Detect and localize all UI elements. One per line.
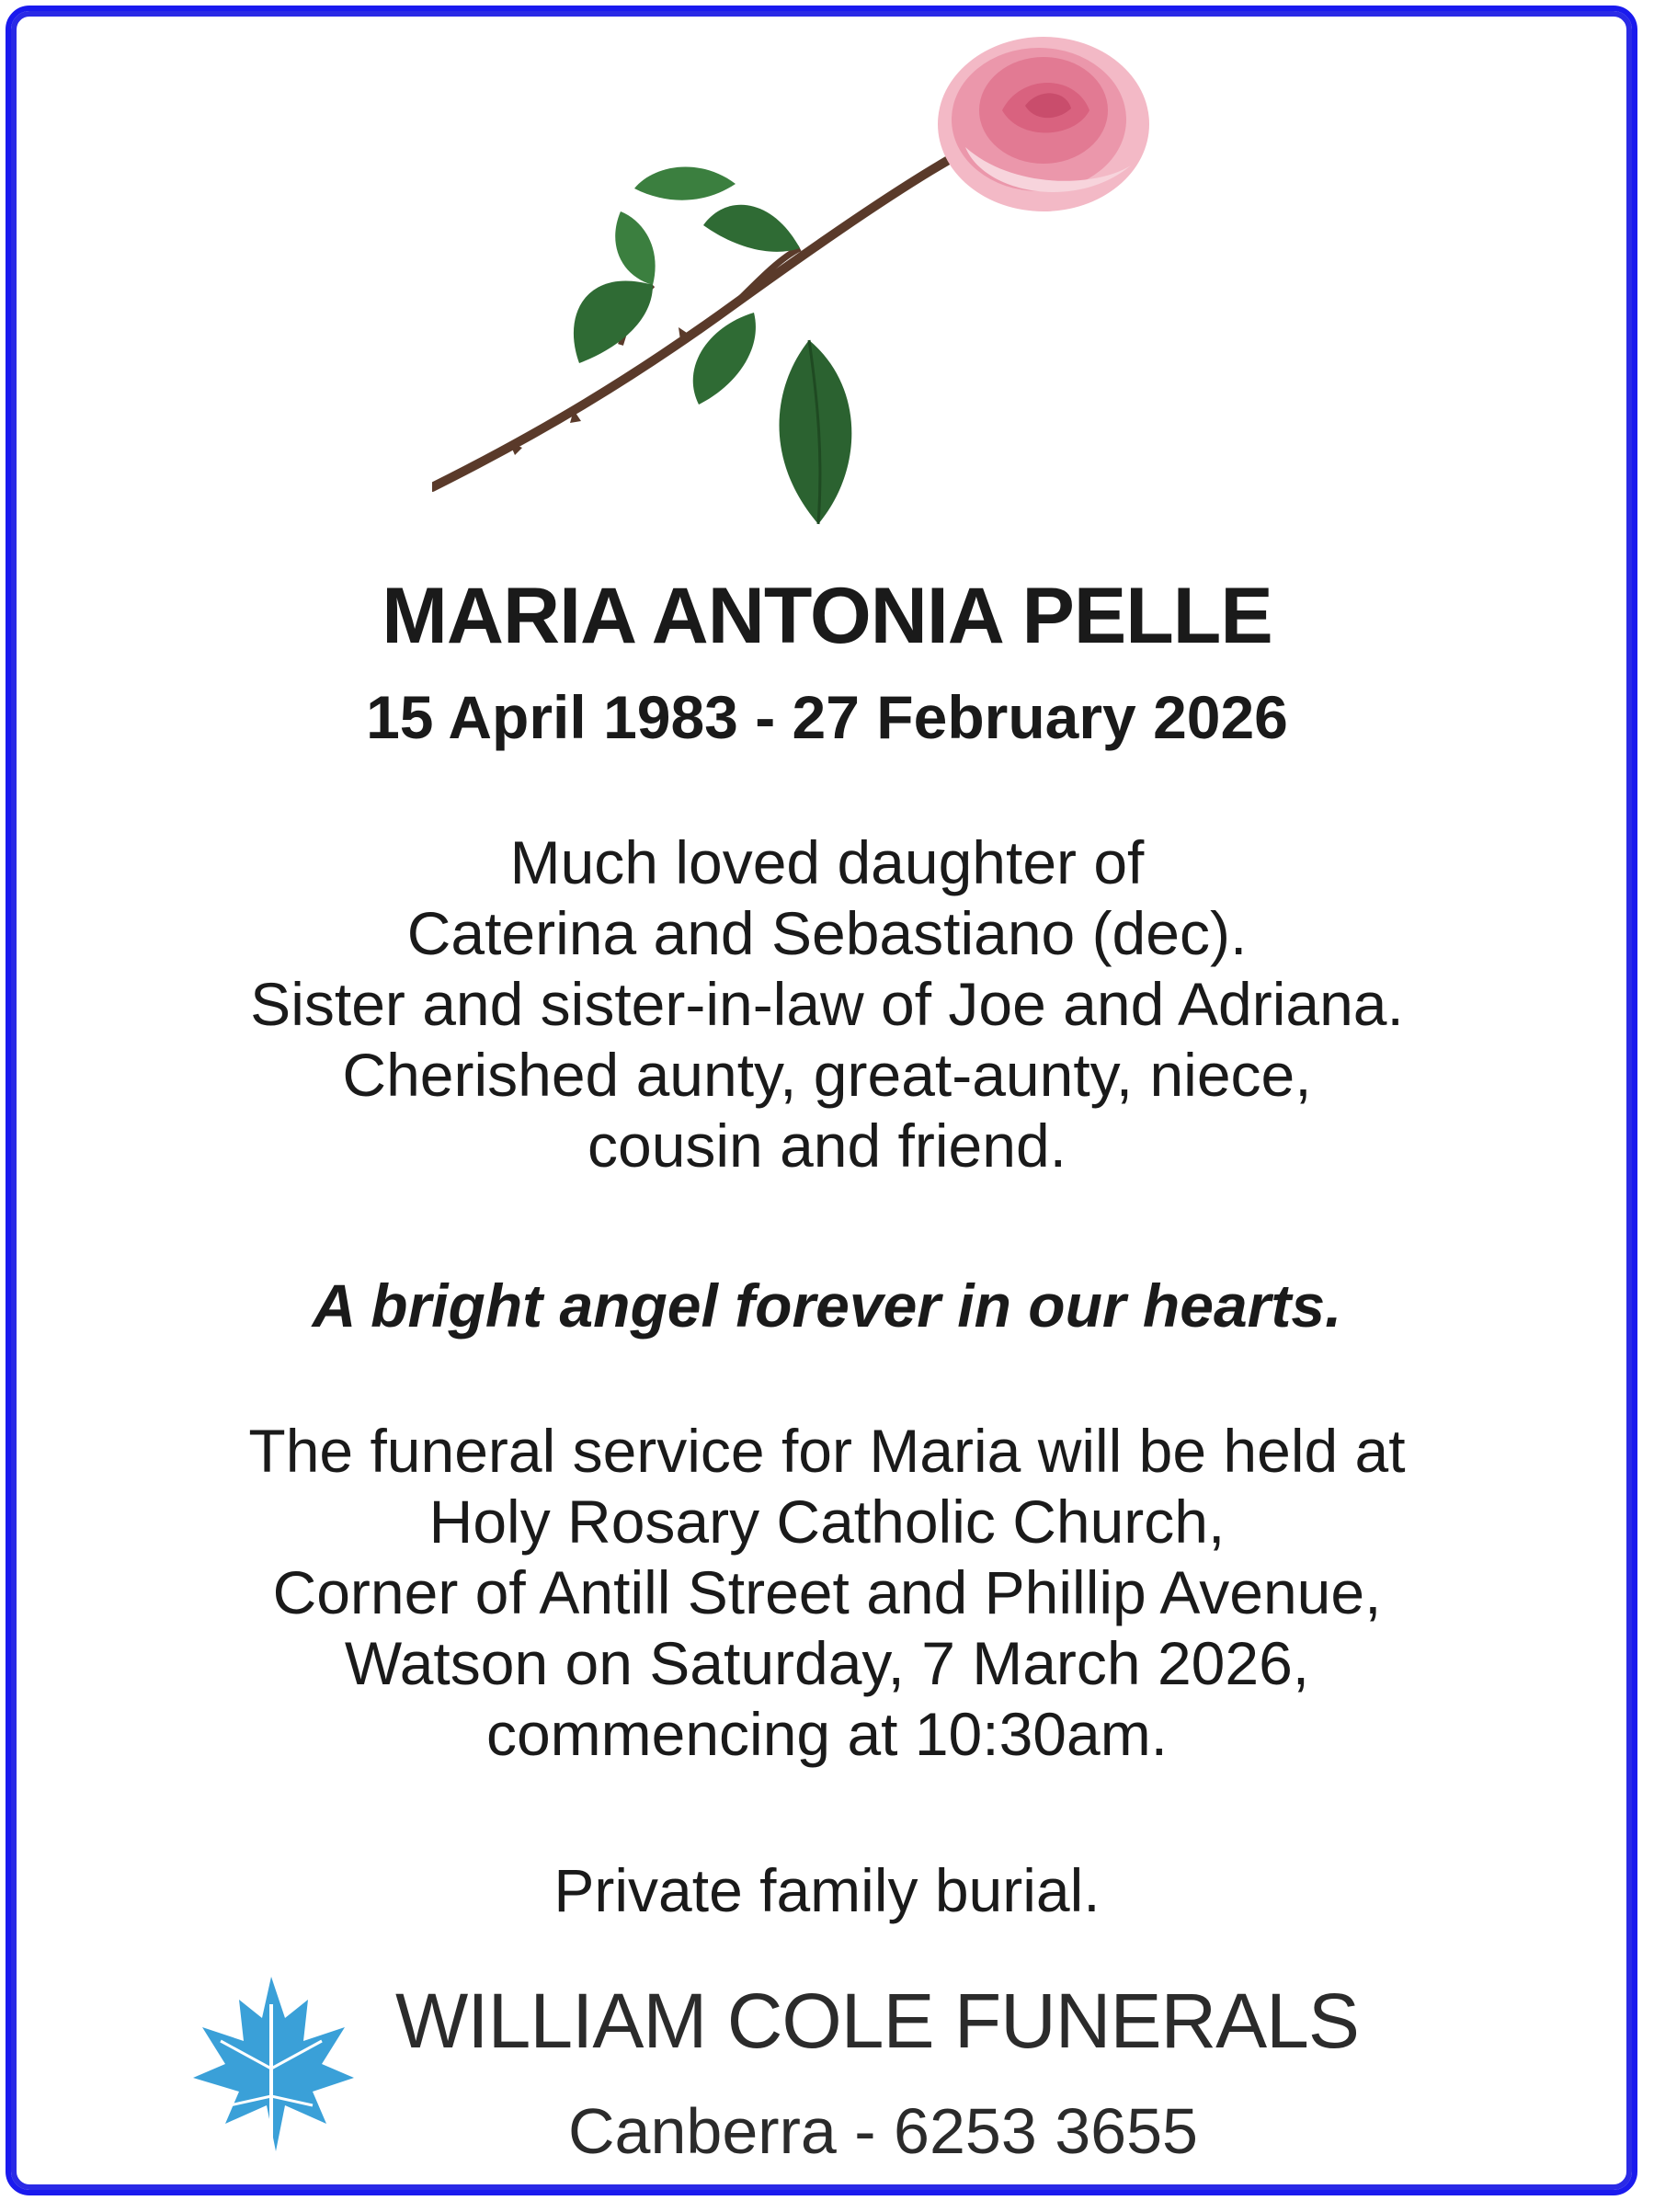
life-dates: 15 April 1983 - 27 February 2026 xyxy=(366,683,1288,751)
family-line: Much loved daughter of xyxy=(509,828,1145,896)
funeral-line: commencing at 10:30am. xyxy=(485,1700,1169,1768)
funeral-line: Corner of Antill Street and Phillip Avenue, xyxy=(272,1558,1382,1626)
burial-note: Private family burial. xyxy=(553,1856,1101,1924)
family-paragraph xyxy=(0,827,1654,1181)
funeral-details xyxy=(0,1416,1654,1770)
family-line: cousin and friend. xyxy=(587,1112,1067,1180)
funeral-line: The funeral service for Maria will be held at xyxy=(248,1417,1406,1485)
funeral-director-block xyxy=(184,1958,1489,2188)
memorial-quote: A bright angel forever in our hearts. xyxy=(312,1271,1342,1340)
rose-icon xyxy=(432,37,1223,547)
family-line: Cherished aunty, great-aunty, niece, xyxy=(342,1041,1312,1109)
funeral-line: Holy Rosary Catholic Church, xyxy=(428,1488,1226,1556)
funeral-director-contact: Canberra - 6253 3655 xyxy=(568,2095,1198,2167)
family-line: Sister and sister-in-law of Joe and Adriana. xyxy=(250,970,1404,1038)
funeral-director-name: WILLIAM COLE FUNERALS xyxy=(395,1978,1359,2064)
family-line: Caterina and Sebastiano (dec). xyxy=(406,899,1248,967)
funeral-line: Watson on Saturday, 7 March 2026, xyxy=(344,1629,1310,1697)
maple-leaf-icon xyxy=(184,1967,359,2170)
deceased-name: MARIA ANTONIA PELLE xyxy=(382,572,1272,660)
